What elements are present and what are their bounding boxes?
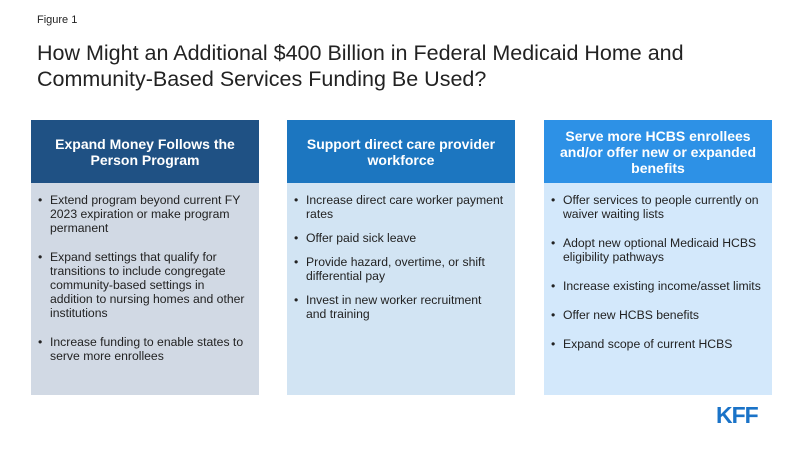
bullet-item: • Extend program beyond current FY 2023 expiration or make program permanent [37, 193, 249, 235]
bullet-item: • Invest in new worker recruitment and training [293, 293, 505, 321]
bullet-item: • Adopt new optional Medicaid HCBS eligibility pathways [550, 236, 762, 264]
column-heading: Serve more HCBS enrollees and/or offer new or expanded benefits [544, 120, 772, 183]
figure-title: How Might an Additional $400 Billion in Federal Medicaid Home and Community-Based Services Funding Be Used? [37, 41, 684, 91]
bullet-item: • Offer new HCBS benefits [550, 308, 762, 322]
bullet-item: • Increase direct care worker payment rates [293, 193, 505, 221]
bullet-item: • Offer paid sick leave [293, 231, 505, 245]
bullet-item: • Increase funding to enable states to serve more enrollees [37, 335, 249, 363]
figure-label: Figure 1 [37, 14, 78, 26]
bullet-item: • Increase existing income/asset limits [550, 279, 762, 293]
column-body [287, 183, 515, 395]
column-hcbs-enrollees [544, 120, 772, 395]
bullet-item: • Offer services to people currently on waiver waiting lists [550, 193, 762, 221]
bullet-item: • Expand scope of current HCBS [550, 337, 762, 351]
column-direct-care-workforce [287, 120, 515, 395]
bullet-item: • Expand settings that qualify for transitions to include congregate community-based settings in addition to nursing homes and other institutions [37, 250, 249, 320]
column-money-follows-person [31, 120, 259, 395]
column-heading: Expand Money Follows the Person Program [31, 120, 259, 183]
bullet-item: • Provide hazard, overtime, or shift differential pay [293, 255, 505, 283]
column-body [544, 183, 772, 395]
column-heading: Support direct care provider workforce [287, 120, 515, 183]
kff-logo: KFF [716, 402, 758, 428]
column-body [31, 183, 259, 395]
